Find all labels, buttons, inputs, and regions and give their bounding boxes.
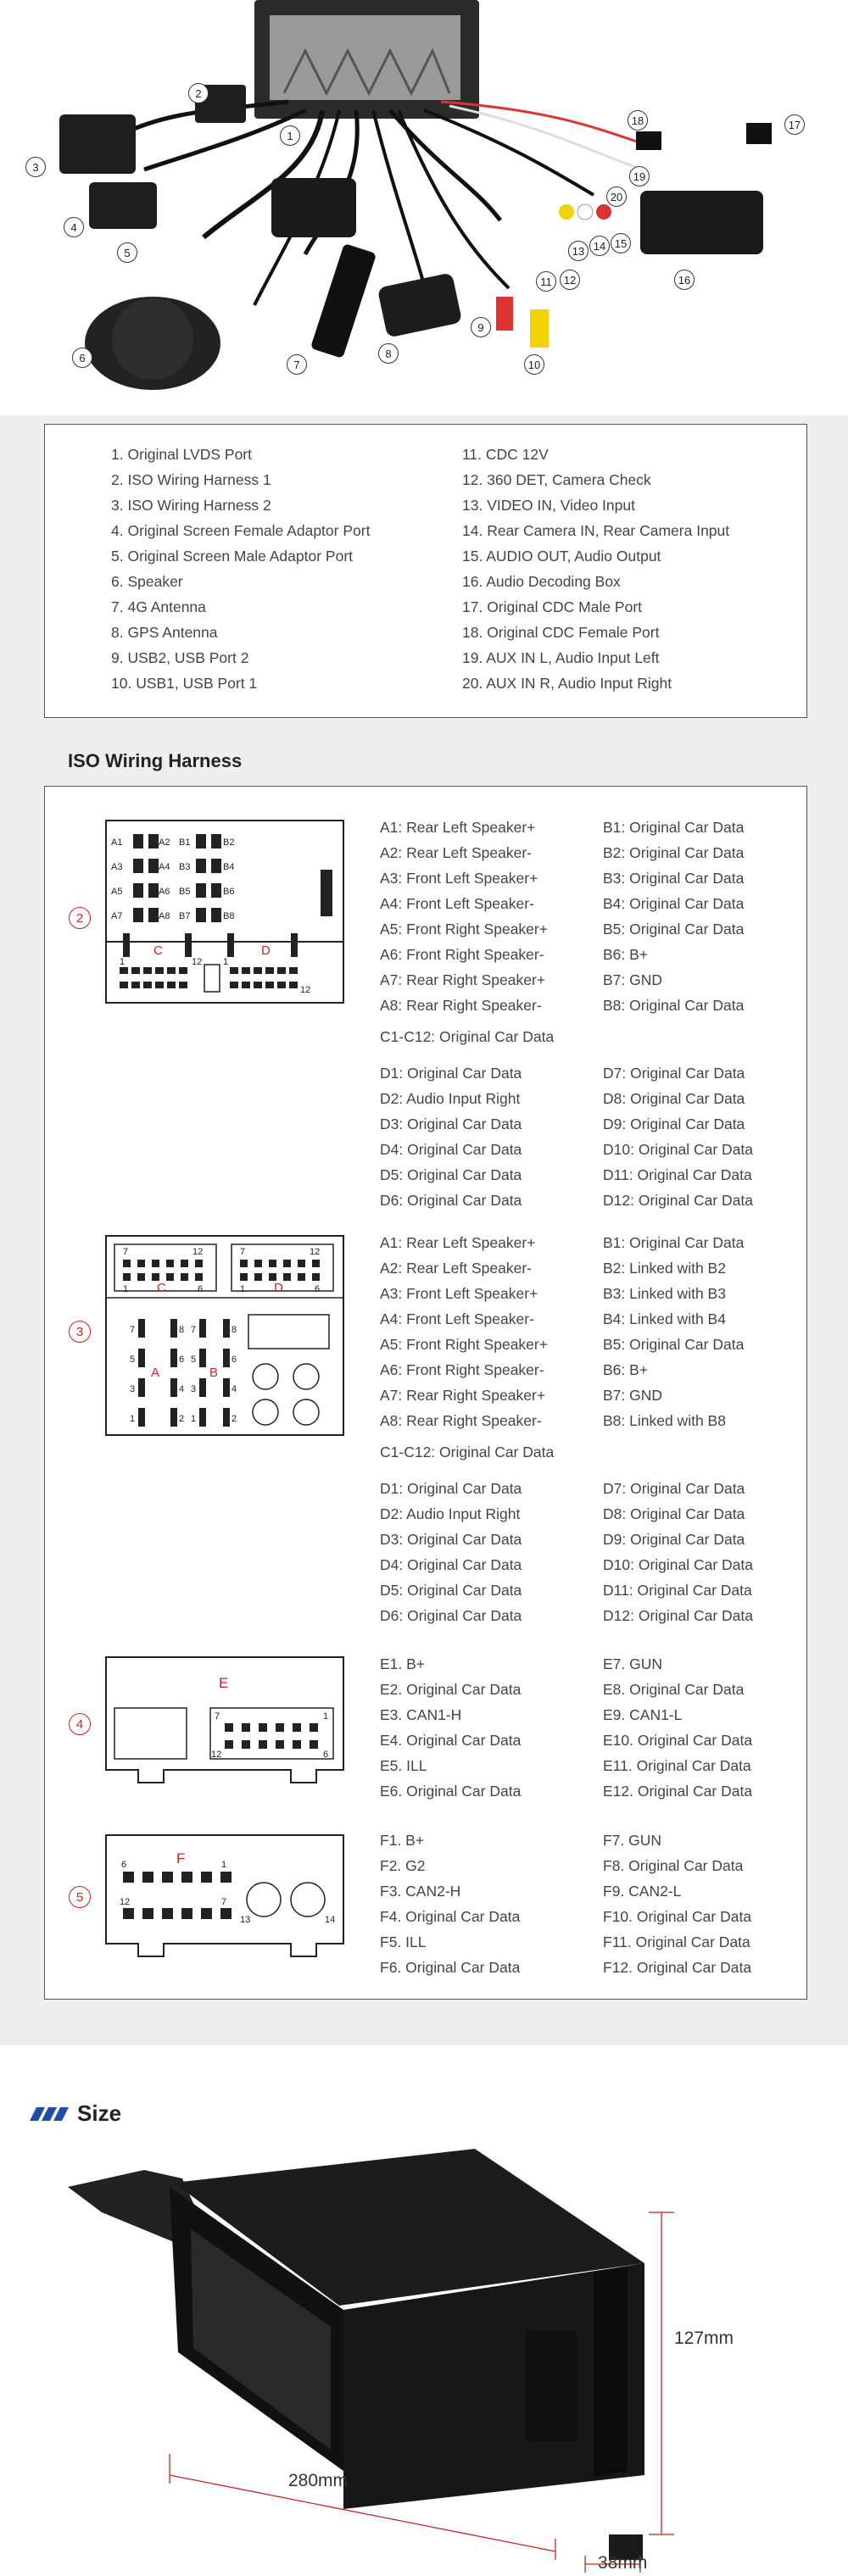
pin-label: A5	[111, 887, 123, 897]
group-label: F	[176, 1850, 186, 1867]
pin-desc: B4: Original Car Data	[603, 895, 745, 912]
legend-item: 10. USB1, USB Port 1	[111, 675, 258, 692]
pin-desc: A5: Front Right Speaker+	[380, 921, 548, 937]
pin-desc: E2. Original Car Data	[380, 1681, 522, 1698]
legend-item: 20. AUX IN R, Audio Input Right	[462, 675, 672, 692]
pin-desc: A4: Front Left Speaker-	[380, 895, 534, 912]
pin-label: 1	[240, 1284, 246, 1294]
pin-desc: B8: Linked with B8	[603, 1412, 726, 1429]
connector-2-d-left	[380, 1060, 522, 1213]
callout-5: 5	[117, 242, 137, 263]
pin-desc: F6. Original Car Data	[380, 1959, 521, 1976]
legend-item: 16. Audio Decoding Box	[462, 573, 621, 590]
pin-desc: F7. GUN	[603, 1832, 662, 1849]
pin-desc: F2. G2	[380, 1857, 426, 1874]
pin-desc: D1: Original Car Data	[380, 1065, 522, 1082]
pin-label: 6	[179, 1355, 185, 1365]
pin-label: 2	[232, 1414, 237, 1424]
pin-desc: F4. Original Car Data	[380, 1908, 521, 1925]
pin-desc: D4: Original Car Data	[380, 1556, 522, 1573]
pin-label: 1	[191, 1414, 197, 1424]
pin-desc: B5: Original Car Data	[603, 921, 745, 937]
port-legend-panel	[44, 424, 807, 718]
legend-item: 8. GPS Antenna	[111, 624, 218, 641]
pin-label: 12	[192, 1247, 204, 1257]
pin-label: 4	[179, 1384, 185, 1394]
pin-desc: D7: Original Car Data	[603, 1065, 745, 1082]
pin-desc: F10. Original Car Data	[603, 1908, 752, 1925]
pin-desc: D6: Original Car Data	[380, 1607, 522, 1624]
callout-11: 11	[536, 271, 556, 292]
pin-desc: A1: Rear Left Speaker+	[380, 819, 536, 836]
connector-5-right	[603, 1828, 751, 1980]
callout-4: 4	[64, 217, 84, 237]
group-label: D	[274, 1281, 283, 1295]
pin-label: 5	[191, 1355, 197, 1365]
pin-label: B5	[179, 887, 191, 897]
pin-label: 1	[223, 957, 229, 967]
size-heading	[30, 2100, 121, 2127]
group-label: E	[219, 1675, 229, 1691]
pin-desc: A8: Rear Right Speaker-	[380, 1412, 542, 1429]
pin-label: 12	[192, 957, 203, 967]
depth-dimension: 38mm	[598, 2553, 648, 2573]
cable-kit-photo	[0, 0, 848, 415]
group-label: A	[151, 1366, 160, 1380]
connector-4-badge: 4	[69, 1713, 91, 1735]
pin-desc: A2: Rear Left Speaker-	[380, 1260, 532, 1277]
legend-item: 13. VIDEO IN, Video Input	[462, 497, 635, 514]
connector-2-ab-left	[380, 815, 548, 1018]
callout-15: 15	[611, 233, 631, 253]
pin-desc: E1. B+	[380, 1655, 426, 1672]
pin-desc: D11: Original Car Data	[603, 1166, 752, 1183]
callout-20: 20	[606, 186, 627, 207]
connector-2-d-right	[603, 1060, 753, 1213]
pin-label: 12	[310, 1247, 321, 1257]
callout-7: 7	[287, 354, 307, 375]
pin-desc: D2: Audio Input Right	[380, 1090, 521, 1107]
group-label: C	[157, 1281, 166, 1295]
iso-harness-title: ISO Wiring Harness	[68, 750, 243, 771]
legend-item: 14. Rear Camera IN, Rear Camera Input	[462, 522, 730, 539]
pin-desc: D3: Original Car Data	[380, 1531, 522, 1548]
pin-desc: D7: Original Car Data	[603, 1480, 745, 1497]
legend-item: 19. AUX IN L, Audio Input Left	[462, 649, 660, 666]
legend-right-list	[462, 442, 729, 696]
pin-label: 8	[232, 1325, 237, 1335]
slash-accent-icon	[30, 2106, 70, 2123]
pin-label: B4	[223, 862, 235, 872]
pin-desc: F12. Original Car Data	[603, 1959, 752, 1976]
pin-desc-c: C1-C12: Original Car Data	[380, 1028, 555, 1045]
pin-label: 6	[323, 1750, 329, 1760]
pin-desc: D12: Original Car Data	[603, 1192, 754, 1209]
callout-16: 16	[674, 270, 695, 290]
callout-1: 1	[280, 125, 300, 146]
iso-harness-panel	[44, 786, 807, 2000]
callout-13: 13	[568, 241, 589, 261]
pin-label: A2	[159, 837, 170, 848]
pin-desc: F3. CAN2-H	[380, 1883, 461, 1900]
pin-desc: A4: Front Left Speaker-	[380, 1310, 534, 1327]
pin-desc: B3: Linked with B3	[603, 1285, 726, 1302]
callout-8: 8	[378, 343, 399, 364]
connector-2-diagram	[104, 819, 346, 1005]
pin-desc: F11. Original Car Data	[603, 1933, 750, 1950]
pin-label: 7	[221, 1897, 227, 1907]
legend-item: 18. Original CDC Female Port	[462, 624, 660, 641]
pin-label: 6	[121, 1860, 127, 1870]
pin-desc: E10. Original Car Data	[603, 1732, 753, 1749]
legend-item: 9. USB2, USB Port 2	[111, 649, 249, 666]
pin-desc: A6: Front Right Speaker-	[380, 946, 544, 963]
pin-desc: B3: Original Car Data	[603, 870, 745, 887]
legend-item: 17. Original CDC Male Port	[462, 598, 643, 615]
callout-17: 17	[784, 114, 805, 135]
width-dimension: 280mm	[288, 2471, 349, 2490]
pin-desc: D5: Original Car Data	[380, 1582, 522, 1599]
pin-label: B3	[179, 862, 191, 872]
pin-label: 7	[123, 1247, 129, 1257]
legend-item: 7. 4G Antenna	[111, 598, 206, 615]
size-title-text: Size	[77, 2100, 122, 2126]
pin-desc: D10: Original Car Data	[603, 1141, 754, 1158]
pin-desc: E9. CAN1-L	[603, 1706, 683, 1723]
connector-3-badge: 3	[69, 1321, 91, 1343]
pin-desc: D5: Original Car Data	[380, 1166, 522, 1183]
pin-desc: E11. Original Car Data	[603, 1757, 751, 1774]
pin-label: 1	[123, 1284, 129, 1294]
pin-desc: E4. Original Car Data	[380, 1732, 522, 1749]
pin-desc: E5. ILL	[380, 1757, 427, 1774]
legend-item: 4. Original Screen Female Adaptor Port	[111, 522, 371, 539]
pin-desc: E7. GUN	[603, 1655, 663, 1672]
pin-label: 7	[215, 1711, 220, 1722]
pin-desc: E6. Original Car Data	[380, 1783, 522, 1800]
pin-desc: F1. B+	[380, 1832, 425, 1849]
pin-desc: B2: Original Car Data	[603, 844, 745, 861]
cable-kit-illustration	[0, 0, 848, 415]
pin-desc: A8: Rear Right Speaker-	[380, 997, 542, 1014]
pin-desc: F9. CAN2-L	[603, 1883, 682, 1900]
callout-2: 2	[188, 83, 209, 103]
pin-label: B7	[179, 911, 191, 921]
legend-item: 3. ISO Wiring Harness 2	[111, 497, 271, 514]
group-label: B	[209, 1366, 219, 1380]
pin-desc: A6: Front Right Speaker-	[380, 1361, 544, 1378]
pin-label: A7	[111, 911, 123, 921]
pin-desc: B7: GND	[603, 971, 663, 988]
legend-item: 5. Original Screen Male Adaptor Port	[111, 548, 354, 565]
pin-desc: B2: Linked with B2	[603, 1260, 726, 1277]
pin-desc: D10: Original Car Data	[603, 1556, 754, 1573]
pin-desc: D8: Original Car Data	[603, 1090, 745, 1107]
pin-desc: E3. CAN1-H	[380, 1706, 462, 1723]
pin-desc: A7: Rear Right Speaker+	[380, 971, 546, 988]
pin-label: 5	[130, 1355, 136, 1365]
connector-3-d-left	[380, 1476, 522, 1628]
pin-desc: A7: Rear Right Speaker+	[380, 1387, 546, 1404]
pin-label: B2	[223, 837, 235, 848]
pin-label: 8	[179, 1325, 185, 1335]
pin-label: 12	[300, 985, 311, 995]
connector-5-left	[380, 1828, 520, 1980]
pin-desc: D11: Original Car Data	[603, 1582, 752, 1599]
pin-desc: D9: Original Car Data	[603, 1116, 745, 1132]
pin-desc: D2: Audio Input Right	[380, 1505, 521, 1522]
callout-14: 14	[589, 236, 610, 256]
connector-4-left	[380, 1651, 521, 1804]
pin-desc: A2: Rear Left Speaker-	[380, 844, 532, 861]
pin-label: 12	[120, 1897, 131, 1907]
pin-desc: A3: Front Left Speaker+	[380, 870, 538, 887]
pin-label: 4	[232, 1384, 237, 1394]
legend-left-list	[111, 442, 370, 696]
pin-label: 6	[315, 1284, 321, 1294]
pin-label: B6	[223, 887, 235, 897]
callout-9: 9	[471, 317, 491, 337]
height-dimension: 127mm	[674, 2328, 734, 2348]
connector-3-d-right	[603, 1476, 753, 1628]
pin-desc: B5: Original Car Data	[603, 1336, 745, 1353]
pin-desc: D12: Original Car Data	[603, 1607, 754, 1624]
pin-desc: D8: Original Car Data	[603, 1505, 745, 1522]
pin-desc: D6: Original Car Data	[380, 1192, 522, 1209]
callout-10: 10	[524, 354, 544, 375]
connector-4-diagram	[104, 1655, 346, 1787]
pin-desc: F8. Original Car Data	[603, 1857, 744, 1874]
pin-desc: D1: Original Car Data	[380, 1480, 522, 1497]
pin-desc: B6: B+	[603, 1361, 649, 1378]
callout-18: 18	[628, 110, 648, 131]
pin-desc: F5. ILL	[380, 1933, 427, 1950]
group-label: C	[153, 943, 163, 958]
legend-item: 11. CDC 12V	[462, 446, 549, 463]
pin-desc: A5: Front Right Speaker+	[380, 1336, 548, 1353]
pin-desc: D3: Original Car Data	[380, 1116, 522, 1132]
pin-label: 2	[179, 1414, 185, 1424]
pin-label: 7	[130, 1325, 136, 1335]
pin-label: A3	[111, 862, 123, 872]
legend-item: 2. ISO Wiring Harness 1	[111, 471, 271, 488]
pin-desc: B4: Linked with B4	[603, 1310, 726, 1327]
connector-3-ab-right	[603, 1230, 744, 1433]
group-label: D	[261, 943, 271, 958]
pin-label: A6	[159, 887, 170, 897]
pin-label: 6	[198, 1284, 204, 1294]
pin-desc: E8. Original Car Data	[603, 1681, 745, 1698]
pin-desc: B7: GND	[603, 1387, 663, 1404]
connector-5-diagram	[104, 1833, 346, 1961]
pin-label: B1	[179, 837, 191, 848]
pin-label: 1	[130, 1414, 136, 1424]
pin-label: A8	[159, 911, 170, 921]
pin-desc: D9: Original Car Data	[603, 1531, 745, 1548]
legend-item: 12. 360 DET, Camera Check	[462, 471, 651, 488]
pin-desc: B6: B+	[603, 946, 649, 963]
pin-label: 6	[232, 1355, 237, 1365]
unit-dimension-drawing	[0, 2136, 848, 2576]
callout-6: 6	[72, 348, 92, 368]
connector-4-right	[603, 1651, 752, 1804]
pin-label: A4	[159, 862, 170, 872]
legend-item: 15. AUDIO OUT, Audio Output	[462, 548, 661, 565]
pin-label: 7	[240, 1247, 246, 1257]
connector-2-badge: 2	[69, 907, 91, 929]
callout-3: 3	[25, 157, 46, 177]
pin-label: 13	[240, 1915, 251, 1925]
pin-desc: B8: Original Car Data	[603, 997, 745, 1014]
pin-label: 14	[325, 1915, 336, 1925]
pin-label: 7	[191, 1325, 197, 1335]
pin-desc-c: C1-C12: Original Car Data	[380, 1444, 555, 1460]
pin-label: 1	[323, 1711, 329, 1722]
pin-desc: D4: Original Car Data	[380, 1141, 522, 1158]
callout-12: 12	[560, 270, 580, 290]
pin-label: 3	[191, 1384, 197, 1394]
pin-label: 1	[120, 957, 126, 967]
connector-3-ab-left	[380, 1230, 548, 1433]
callout-19: 19	[629, 166, 650, 186]
connector-2-ab-right	[603, 815, 744, 1018]
pin-desc: A3: Front Left Speaker+	[380, 1285, 538, 1302]
legend-item: 1. Original LVDS Port	[111, 446, 252, 463]
pin-label: B8	[223, 911, 235, 921]
pin-label: 3	[130, 1384, 136, 1394]
connector-3-diagram	[104, 1234, 346, 1438]
pin-desc: E12. Original Car Data	[603, 1783, 753, 1800]
legend-item: 6. Speaker	[111, 573, 183, 590]
pin-desc: B1: Original Car Data	[603, 1234, 745, 1251]
pin-desc: A1: Rear Left Speaker+	[380, 1234, 536, 1251]
pin-label: A1	[111, 837, 123, 848]
pin-label: 1	[221, 1860, 227, 1870]
pin-desc: B1: Original Car Data	[603, 819, 745, 836]
pin-label: 12	[211, 1750, 222, 1760]
connector-5-badge: 5	[69, 1886, 91, 1908]
